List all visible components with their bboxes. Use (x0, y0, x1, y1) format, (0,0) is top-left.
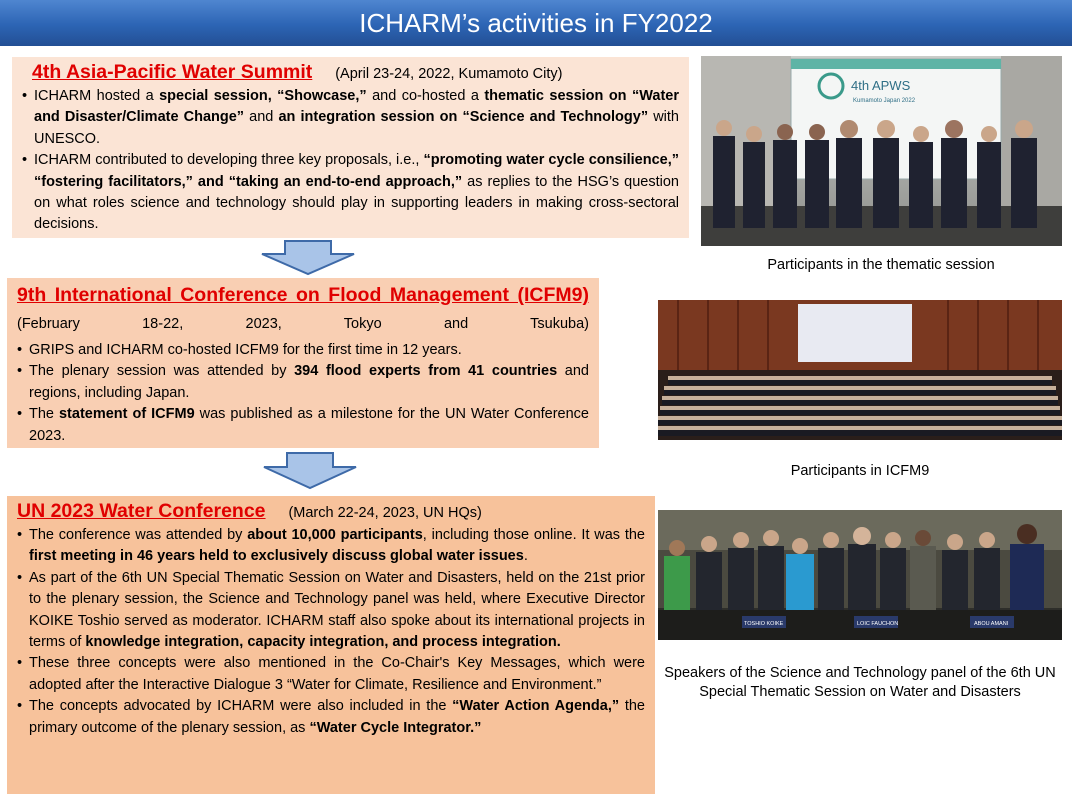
text-run: The concepts advocated by ICHARM were also included in the (29, 698, 453, 715)
text-run: The conference was attended by (29, 527, 248, 543)
text-run: as replies to the HSG’s question on what roles science and technology should play in supporting leaders in making cross-sectoral decisions. (34, 173, 679, 233)
section-apws-bullets (22, 86, 679, 236)
bold-text: “Water Cycle Integrator.” (309, 719, 482, 736)
section-icfm9-date: (February 18-22, 2023, Tokyo and Tsukuba) (17, 316, 589, 332)
title-bar (0, 0, 1072, 46)
text-run: and regions, including Japan. (29, 363, 589, 401)
bold-text: “promoting water cycle consilience,” “fostering facilitators,” and “taking an end-to-end approach,” (34, 152, 679, 190)
section-apws (12, 57, 689, 238)
bold-text: special session, “Showcase,” (159, 88, 367, 104)
caption-icfm9: Participants in ICFM9 (790, 463, 930, 479)
bullet-item (17, 568, 645, 654)
bold-text: thematic session on “Water and Disaster/Climate Change” (34, 88, 679, 126)
bold-text: first meeting in 46 years held to exclusively discuss global water issues (29, 548, 524, 565)
text-run: GRIPS and ICHARM co-hosted ICFM9 for the first time in 12 years. (29, 342, 462, 358)
text-run: As part of the 6th UN Special Thematic Session on Water and Disasters, held on the 21st prior to the plenary session, the Science and Technology panel was held, where Executive Director KOIKE Toshio served as moderator. ICHARM staff also spoke about its international projects in terms of (29, 569, 645, 651)
bold-text: about 10,000 participants (247, 527, 423, 543)
bold-text: 394 flood experts from 41 countries (294, 363, 558, 380)
section-icfm9-headrow (17, 282, 589, 338)
bullet-item (22, 150, 679, 236)
text-run: , including those online. It was the (422, 527, 645, 543)
section-un-bullets (17, 525, 645, 739)
section-apws-date: (April 23-24, 2022, Kumamoto City) (335, 66, 563, 82)
nameplate-text: TOSHIO KOIKE (744, 621, 784, 627)
bullet-item (17, 525, 645, 568)
nameplate-text: ABOU AMANI (974, 621, 1009, 627)
nameplate-text: LOIC FAUCHON (857, 621, 899, 627)
section-icfm9 (7, 278, 599, 448)
text-run: The plenary session was attended by (29, 363, 295, 380)
text-run: These three concepts were also mentioned in the Co-Chair's Key Messages, which were adopted after the Interactive Dialogue 3 “Water for Climate, Resilience and Environment.” (29, 655, 645, 693)
text-run: . (523, 548, 528, 565)
banner-subtext: Kumamoto Japan 2022 (853, 98, 916, 104)
section-un-water-conference (7, 496, 655, 794)
bold-text: statement of ICFM9 (58, 406, 195, 423)
section-apws-heading: 4th Asia-Pacific Water Summit (32, 61, 313, 83)
text-run: and co-hosted a (366, 88, 485, 104)
section-un-heading: UN 2023 Water Conference (17, 500, 266, 522)
photo-icfm9 (658, 300, 1062, 440)
text-run: ICHARM contributed to developing three key proposals, i.e., (34, 152, 424, 169)
bold-text: an integration session on “Science and Technology” (278, 109, 649, 126)
caption-thematic-session: Participants in the thematic session (767, 257, 995, 273)
section-un-headrow (17, 500, 645, 523)
section-apws-headrow (32, 61, 679, 84)
bullet-item (22, 86, 679, 150)
photo-thematic-session (701, 56, 1062, 246)
text-run: with UNESCO. (34, 109, 679, 147)
banner-text: 4th APWS (851, 78, 911, 93)
bullet-item (17, 696, 645, 739)
bullet-item (17, 340, 589, 361)
bullet-item (17, 653, 645, 696)
down-arrow-icon (260, 452, 360, 490)
bold-text: “Water Action Agenda,” (452, 698, 620, 715)
text-run: and (244, 109, 279, 126)
caption-un-panel: Speakers of the Science and Technology panel of the 6th UN Special Thematic Session on Water and Disasters (664, 665, 1056, 700)
text-run: ICHARM hosted a (34, 88, 160, 104)
bullet-item (17, 404, 589, 447)
text-run: The (29, 406, 59, 423)
section-icfm9-heading: 9th International Conference on Flood Management (ICFM9) (17, 284, 589, 306)
section-un-date: (March 22-24, 2023, UN HQs) (288, 505, 482, 521)
section-icfm9-bullets (17, 340, 589, 447)
text-run: was published as a milestone for the UN Water Conference 2023. (29, 406, 589, 444)
down-arrow-icon (258, 240, 358, 276)
photo-un-panel (658, 510, 1062, 640)
page-title: ICHARM’s activities in FY2022 (359, 8, 713, 38)
text-run: the primary outcome of the plenary session, as (29, 698, 645, 736)
bullet-item (17, 361, 589, 404)
bold-text: knowledge integration, capacity integration, and process integration. (85, 634, 561, 651)
